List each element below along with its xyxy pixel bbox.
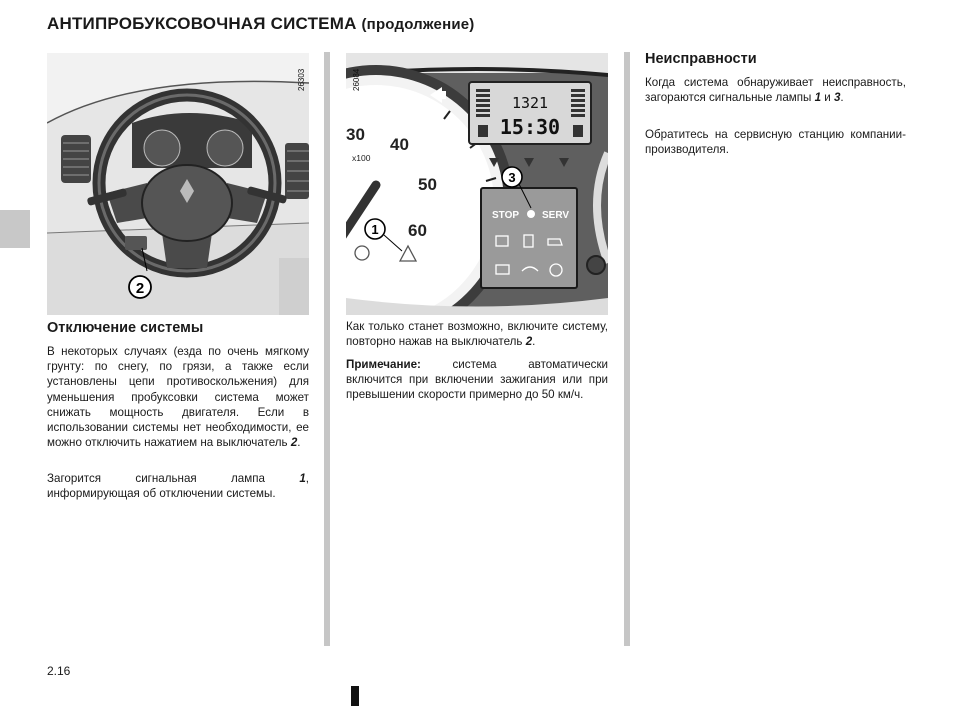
paragraph-disable-2-end: , информирующая об отключении системы. bbox=[47, 472, 309, 501]
heading-disable-system: Отключение системы bbox=[47, 320, 204, 336]
tacho-label-40: 40 bbox=[390, 135, 409, 154]
paragraph-malfunction-1-mid: и bbox=[821, 91, 834, 105]
lcd-odometer: 1321 bbox=[511, 94, 549, 112]
warning-serv-label: SERV bbox=[542, 210, 570, 221]
page-title bbox=[47, 14, 475, 34]
paragraph-note bbox=[346, 357, 608, 403]
paragraph-reenable bbox=[346, 319, 608, 349]
ref-switch-2b: 2 bbox=[525, 335, 533, 349]
paragraph-disable-2-text: Загорится сигнальная лампа bbox=[47, 472, 300, 485]
paragraph-reenable-text: Как только станет возможно, включите систему, повторно нажав на выключатель bbox=[346, 320, 608, 349]
instrument-cluster-illustration bbox=[346, 53, 608, 315]
paragraph-disable-1 bbox=[47, 344, 309, 450]
figure-steering-wheel bbox=[47, 53, 309, 315]
paragraph-malfunction-1-end: . bbox=[840, 91, 844, 105]
page-number: 2.16 bbox=[47, 664, 71, 678]
ref-lamp-1: 1 bbox=[299, 472, 306, 485]
figure-code-left: 26303 bbox=[297, 68, 306, 91]
paragraph-malfunction-2: Обратитесь на сервисную станцию компании-производителя. bbox=[645, 128, 906, 157]
tacho-label-60: 60 bbox=[408, 221, 427, 240]
crop-mark bbox=[351, 686, 359, 706]
title-main: АНТИПРОБУКСОВОЧНАЯ СИСТЕМА bbox=[47, 14, 357, 33]
callout-2: 2 bbox=[135, 280, 145, 297]
note-text: система автоматически включится при включении зажигания или при превышении скорости примерно до 50 км/ч. bbox=[346, 358, 608, 402]
heading-malfunctions: Неисправности bbox=[645, 51, 757, 67]
paragraph-malfunction-1-text: Когда система обнаруживает неисправность, загораются сигнальные лампы bbox=[645, 76, 906, 105]
callout-3: 3 bbox=[508, 170, 516, 185]
lcd-clock: 15:30 bbox=[499, 115, 561, 139]
ref-switch-2: 2 bbox=[290, 436, 298, 450]
paragraph-disable-1-text: В некоторых случаях (езда по очень мягкому грунту: по снегу, по грязи, а также если установлены цепи противоскольжения) для уменьшения пробуксовки система может снижать мощность двигателя. Если в использовании системы нет необходимости, ее можно отключить нажатием на выключатель bbox=[47, 345, 309, 450]
title-subtitle: (продолжение) bbox=[361, 16, 475, 33]
figure-code-right: 26084 bbox=[352, 68, 361, 91]
paragraph-disable-1-end: . bbox=[297, 436, 301, 450]
warning-stop-label: STOP bbox=[492, 210, 520, 221]
section-tab bbox=[0, 210, 30, 248]
note-label: Примечание: bbox=[346, 358, 421, 371]
paragraph-reenable-end: . bbox=[532, 335, 536, 349]
paragraph-disable-2 bbox=[47, 471, 309, 501]
steering-wheel-illustration bbox=[47, 53, 309, 315]
tacho-multiplier: x100 bbox=[352, 153, 371, 163]
paragraph-malfunction-1 bbox=[645, 75, 906, 105]
column-divider-1 bbox=[324, 52, 330, 646]
tacho-label-30: 30 bbox=[346, 125, 365, 144]
callout-1: 1 bbox=[371, 222, 379, 237]
column-divider-2 bbox=[624, 52, 630, 646]
ref-lamp-3: 3 bbox=[833, 91, 841, 105]
figure-instrument-cluster bbox=[346, 53, 608, 315]
ref-lamp-1b: 1 bbox=[814, 91, 822, 105]
tacho-label-50: 50 bbox=[418, 175, 437, 194]
